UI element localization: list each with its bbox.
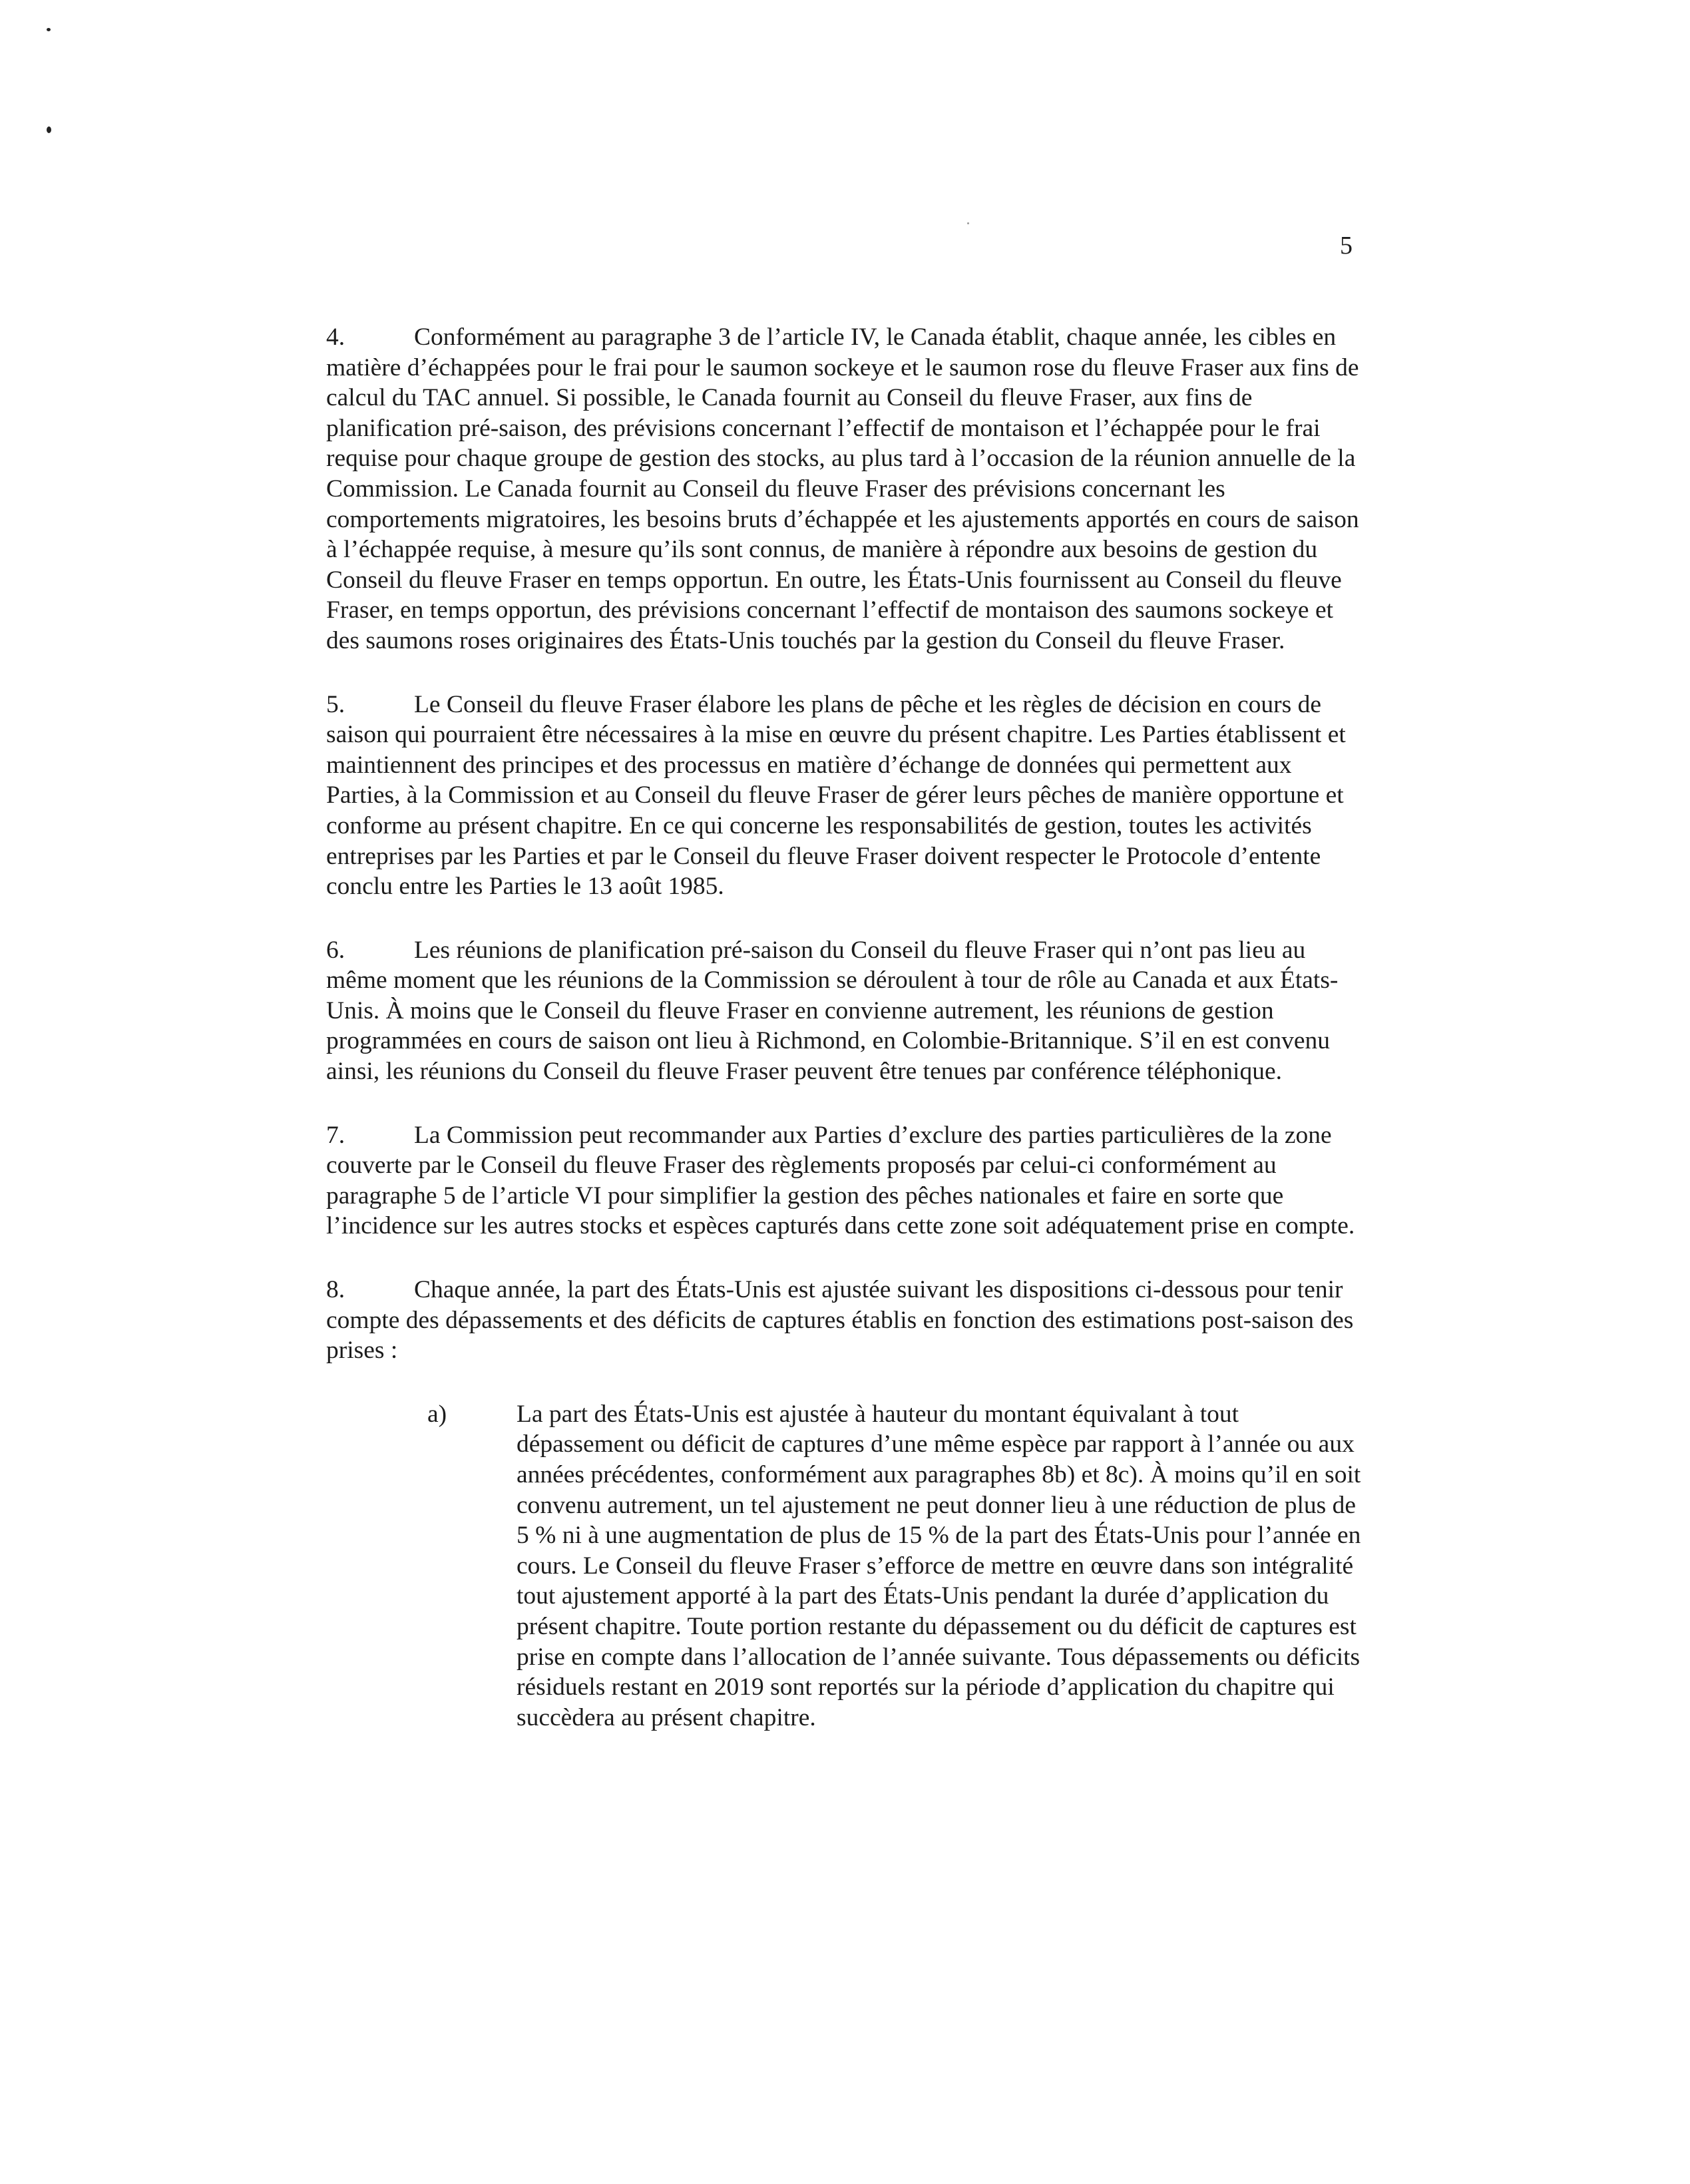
paragraph-text: La Commission peut recommander aux Parties d’exclure des parties particulières de la zone couverte par le Conseil du fleuve Fraser des règlements proposés par celui-ci conformément au paragraphe 5 de l’article VI pour simplifier la gestion des pêches nationales et faire en sorte que l’incidence sur les autres stocks et espèces capturés dans cette zone soit adéquatement prise en compte. — [326, 1121, 1355, 1240]
subparagraph-label: a) — [427, 1400, 447, 1428]
paragraph-text: Le Conseil du fleuve Fraser élabore les plans de pêche et les règles de décision en cours de saison qui pourraient être nécessaires à la mise en œuvre du présent chapitre. Les Parties établissent et maintiennent des principes et des processus en matière d’échange de données qui permettent aux Parties, à la Commission et au Conseil du fleuve Fraser de gérer leurs pêches de manière opportune et conforme au présent chapitre. En ce qui concerne les responsabilités de gestion, toutes les activités entreprises par les Parties et par le Conseil du fleuve Fraser doivent respecter le Protocole d’entente conclu entre les Parties le 13 août 1985. — [326, 690, 1346, 901]
subparagraph-8a — [427, 1399, 1368, 1733]
paragraph-number: 8. — [326, 1276, 345, 1304]
paragraph-7 — [326, 1120, 1368, 1241]
paragraph-number: 6. — [326, 936, 345, 964]
paragraph-text: Les réunions de planification pré-saison du Conseil du fleuve Fraser qui n’ont pas lieu au même moment que les réunions de la Commission se déroulent à tour de rôle au Canada et aux États-Unis. À moins que le Conseil du fleuve Fraser en convienne autrement, les réunions de gestion programmées en cours de saison ont lieu à Richmond, en Colombie-Britannique. S’il en est convenu ainsi, les réunions du Conseil du fleuve Fraser peuvent être tenues par conférence téléphonique. — [326, 936, 1339, 1086]
paragraph-8 — [326, 1275, 1368, 1366]
paragraph-text: Conformément au paragraphe 3 de l’article IV, le Canada établit, chaque année, les cibles en matière d’échappées pour le frai pour le saumon sockeye et le saumon rose du fleuve Fraser aux fins de calcul du TAC annuel. Si possible, le Canada fournit au Conseil du fleuve Fraser, aux fins de planification pré-saison, des prévisions concernant l’effectif de montaison et l’échappée pour le frai requise pour chaque groupe de gestion des stocks, au plus tard à l’occasion de la réunion annuelle de la Commission. Le Canada fournit au Conseil du fleuve Fraser des prévisions concernant les comportements migratoires, les besoins bruts d’échappée et les ajustements apportés en cours de saison à l’échappée requise, à mesure qu’ils sont connus, de manière à répondre aux besoins de gestion du Conseil du fleuve Fraser en temps opportun. En outre, les États-Unis fournissent au Conseil du fleuve Fraser, en temps opportun, des prévisions concernant l’effectif de montaison des saumons sockeye et des saumons roses originaires des États-Unis touchés par la gestion du Conseil du fleuve Fraser. — [326, 324, 1359, 654]
scan-speck-top — [47, 28, 51, 31]
paragraph-4 — [326, 322, 1368, 656]
document-body — [326, 322, 1368, 1733]
paragraph-5 — [326, 690, 1368, 902]
paragraph-number: 7. — [326, 1121, 345, 1149]
paragraph-6 — [326, 935, 1368, 1087]
paragraph-number: 5. — [326, 690, 345, 718]
scan-speck-faint — [967, 222, 969, 224]
paragraph-number: 4. — [326, 324, 345, 351]
page-number: 5 — [1340, 232, 1353, 260]
subparagraph-text: La part des États-Unis est ajustée à hauteur du montant équivalant à tout dépassement ou déficit de captures d’une même espèce par rapport à l’année ou aux années précédentes, conformément aux paragraphes 8b) et 8c). À moins qu’il en soit convenu autrement, un tel ajustement ne peut donner lieu à une réduction de plus de 5 % ni à une augmentation de plus de 15 % de la part des États-Unis pour l’année en cours. Le Conseil du fleuve Fraser s’efforce de mettre en œuvre dans son intégralité tout ajustement apporté à la part des États-Unis pendant la durée d’application du présent chapitre. Toute portion restante du dépassement ou du déficit de captures est prise en compte dans l’allocation de l’année suivante. Tous dépassements ou déficits résiduels restant en 2019 sont reportés sur la période d’application du chapitre qui succèdera au présent chapitre. — [517, 1400, 1361, 1731]
scan-speck-margin — [47, 126, 51, 133]
paragraph-text: Chaque année, la part des États-Unis est ajustée suivant les dispositions ci-dessous pour tenir compte des dépassements et des déficits de captures établis en fonction des estimations post-saison des prises : — [326, 1276, 1354, 1365]
